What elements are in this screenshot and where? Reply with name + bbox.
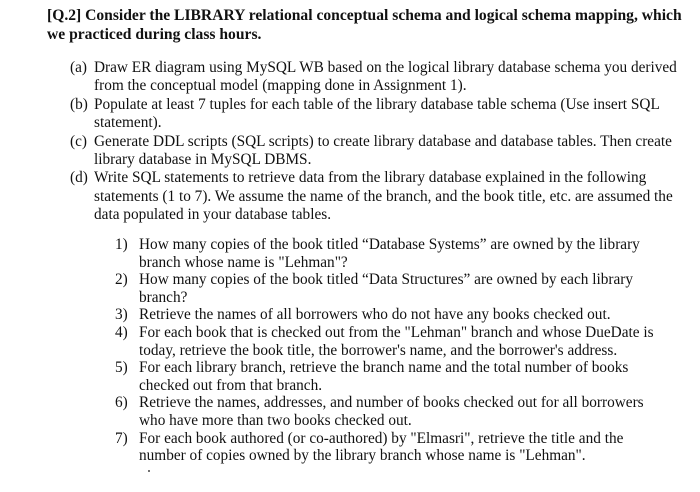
sql-question-7 xyxy=(115,430,660,465)
task-parts-list xyxy=(70,59,680,225)
task-part-d xyxy=(70,169,680,224)
question-text: For each library branch, retrieve the branch name and the total number of books checked out from that branch. xyxy=(139,359,629,394)
question-number: 5) xyxy=(115,359,128,377)
sql-question-6 xyxy=(115,394,660,429)
task-part-c xyxy=(70,133,680,170)
question-text: For each book that is checked out from the "Lehman" branch and whose DueDate is today, retrieve the book title, the borrower's name, and the borrower's address. xyxy=(139,323,654,359)
part-marker: (b) xyxy=(70,95,88,113)
sql-question-5 xyxy=(115,359,660,394)
question-text: For each book authored (or co-authored) by "Elmasri", retrieve the title and the number of copies owned by the library branch whose name is "Lehman". xyxy=(139,429,624,465)
sql-question-3 xyxy=(115,306,660,324)
sql-question-1 xyxy=(115,236,660,271)
part-marker: (a) xyxy=(70,59,87,76)
question-number: 3) xyxy=(115,306,128,324)
question-number: 2) xyxy=(115,271,128,289)
question-number: 4) xyxy=(115,323,128,341)
question-text: Retrieve the names, addresses, and number of books checked out for all borrowers who have more than two books checked out. xyxy=(139,394,644,429)
task-part-a xyxy=(70,59,680,96)
sql-question-4 xyxy=(115,324,660,359)
part-text: Draw ER diagram using MySQL WB based on the logical library database schema you derived from the conceptual model (mapping done in Assignment 1). xyxy=(94,59,677,95)
part-text: Populate at least 7 tuples for each table of the library database table schema (Use insert SQL statement). xyxy=(94,95,660,132)
question-text: Retrieve the names of all borrowers who do not have any books checked out. xyxy=(139,306,611,324)
question-number: 6) xyxy=(115,394,128,412)
sql-questions-list xyxy=(115,236,660,465)
part-text: Write SQL statements to retrieve data from the library database explained in the following statements (1 to 7). We assume the name of the branch, and the book title, etc. are assumed the data populated in your database tables. xyxy=(94,169,673,224)
part-text: Generate DDL scripts (SQL scripts) to create library database and database tables. Then create library database in MySQL DBMS. xyxy=(94,132,672,169)
sql-question-2 xyxy=(115,271,660,306)
question-number: 1) xyxy=(115,236,128,253)
part-marker: (d) xyxy=(70,169,88,187)
question-number: 7) xyxy=(115,429,128,447)
part-marker: (c) xyxy=(70,132,87,150)
question-text: How many copies of the book titled “Database Systems” are owned by the library branch whose name is "Lehman"? xyxy=(139,236,640,271)
question-text: How many copies of the book titled “Data Structures” are owned by each library branch? xyxy=(139,271,634,306)
task-part-b xyxy=(70,96,680,133)
stray-dot xyxy=(148,470,150,472)
question-title: [Q.2] Consider the LIBRARY relational conceptual schema and logical schema mapping, which we practiced during class hours. xyxy=(47,7,682,43)
